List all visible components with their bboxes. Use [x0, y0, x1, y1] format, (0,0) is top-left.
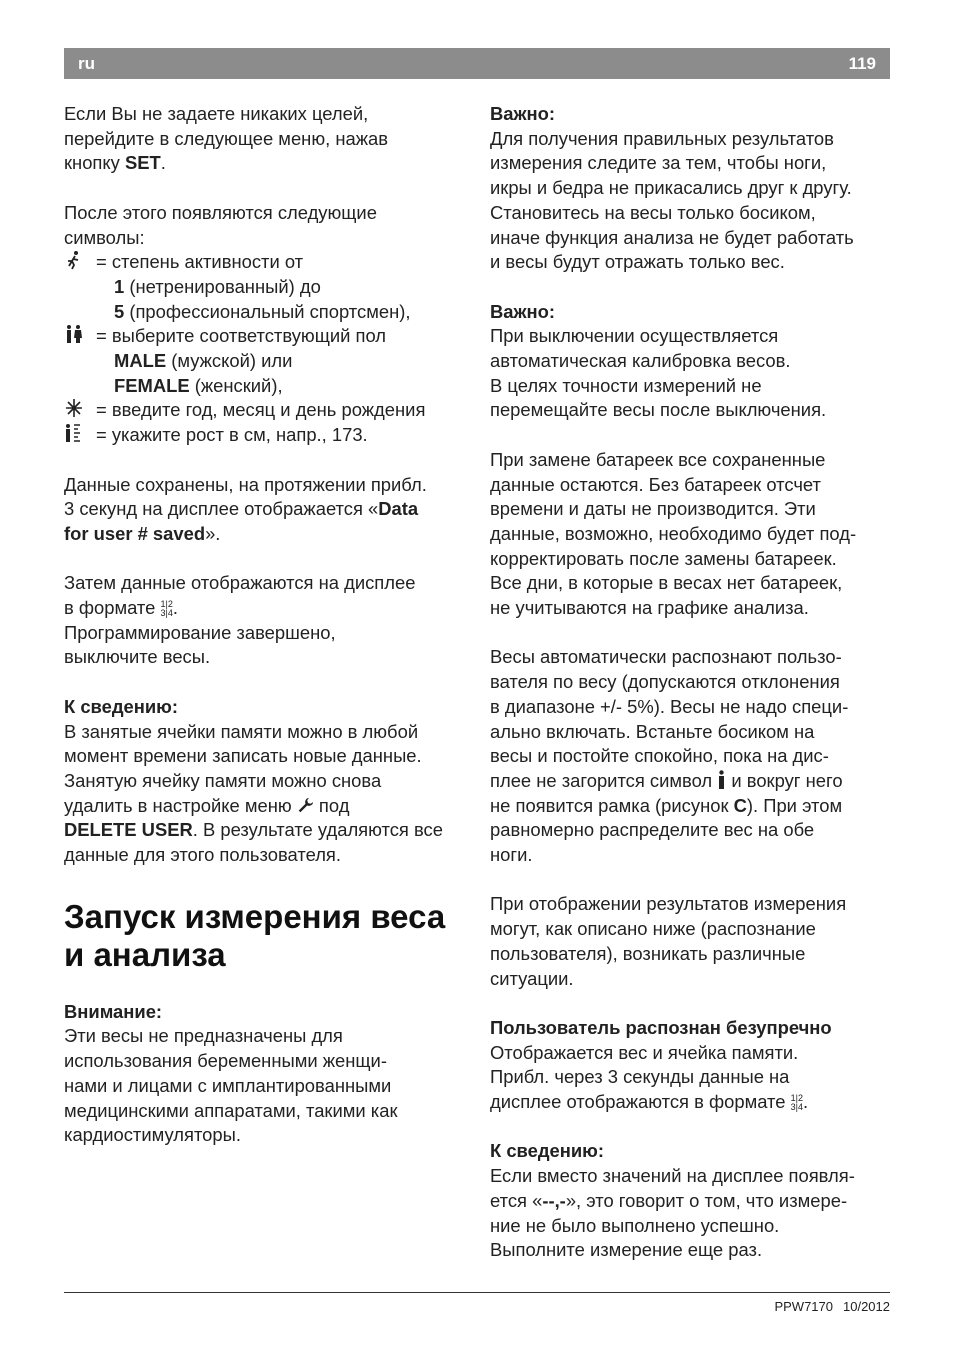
male-female-icon [64, 324, 90, 351]
page-header [64, 48, 890, 79]
paragraph: При замене батареек все сохраненные данные остаются. Без батареек отсчет времени и даты не производится. Эти данные, возможно, необходимо будет под- корректировать после замены батареек. Все дни, в которые в весах нет батареек, не учитываются на графике анализа. [490, 448, 857, 619]
important-heading: Важно: [490, 300, 556, 322]
symbol-activity-row: = степень активности от [64, 250, 474, 275]
important-heading: Важно: [490, 103, 556, 124]
wrench-icon [297, 795, 314, 816]
paragraph: После этого появляются следующие символы: [64, 201, 377, 248]
symbol-height-row: = укажите рост в см, напр., 173. [64, 423, 474, 448]
edition-date: 10/2012 [843, 1299, 890, 1314]
paragraph: Затем данные отображаются на дисплее в формате 1|2 3|4. Программирование завершено, выключите весы. [64, 572, 416, 668]
asterisk-icon [64, 398, 90, 425]
paragraph: Если Вы не задаете никаких целей, перейдите в следующее меню, нажав кнопку SET. [64, 103, 389, 174]
paragraph: Если вместо значений на дисплее появля- ется «--,-», это говорит о том, что измере- ние не было выполнено успешно. Выполните измерение еще раз. [490, 1165, 855, 1261]
paragraph: Весы автоматически распознают пользо- вателя по весу (допускаются отклонения в диапазоне +/- 5%). Весы не надо специ- ально включать. Встаньте босиком на весы и постойте спокойно, пока на дис- плее не загорится символ и вокруг него не появится рамка (рисунок C). При этом равномерно распределите вес на обе ноги. [490, 646, 849, 866]
right-column [490, 102, 900, 1263]
paragraph: В занятые ячейки памяти можно в любой момент времени записать новые данные. Занятую ячейку памяти можно снова удалить в настройке меню под DELETE USER. В результате удаляются все данные для этого пользователя. [64, 720, 443, 866]
paragraph: 1 (нетренированный) до 5 (профессиональный спортсмен), [114, 275, 411, 322]
paragraph: Для получения правильных результатов измерения следите за тем, чтобы ноги, икры и бедра не прикасались друг к другу. Становитесь на весы только босиком, иначе функция анализа не будет работать и весы будут отражать только вес. [490, 127, 854, 273]
paragraph: Отображается вес и ячейка памяти. Прибл. через 3 секунды данные на дисплее отображаются в формате 1|2 3|4. [490, 1041, 809, 1113]
page-footer [764, 1299, 890, 1314]
paragraph: Эти весы не предназначены для использования беременными женщи- нами и лицами с имплантированными медицинскими аппаратами, такими как кардиостимуляторы. [64, 1025, 398, 1146]
paragraph: При выключении осуществляется автоматическая калибровка весов. В целях точности измерений не перемещайте весы после выключения. [490, 325, 827, 421]
symbol-gender-row: = выберите соответствующий пол [64, 324, 474, 349]
paragraph: При отображении результатов измерения могут, как описано ниже (распознание пользователя), возникать различные ситуации. [490, 893, 847, 989]
paragraph: MALE (мужской) или FEMALE (женский), [114, 350, 293, 396]
display-format-symbol: 1|2 3|4 [790, 1093, 803, 1113]
note-heading: К сведению: [64, 695, 178, 717]
page-number: 119 [848, 54, 876, 73]
warning-heading: Внимание: [64, 1000, 163, 1022]
footer-divider [64, 1292, 890, 1293]
display-format-symbol: 1|2 3|4 [160, 599, 173, 619]
model-number: PPW7170 [774, 1299, 833, 1314]
person-icon [717, 770, 726, 791]
left-column [64, 102, 474, 1148]
note-heading: К сведению: [490, 1140, 604, 1162]
paragraph: Данные сохранены, на протяжении прибл. 3 секунд на дисплее отображается «Data for user # saved». [64, 473, 427, 544]
height-icon [64, 423, 90, 450]
section-title: Запуск измерения веса и анализа [64, 897, 446, 973]
recognized-heading: Пользователь распознан безупречно [490, 1016, 832, 1038]
runner-icon [64, 250, 90, 277]
language-label: ru [78, 54, 95, 73]
symbol-birthdate-row: = введите год, месяц и день рождения [64, 398, 474, 423]
